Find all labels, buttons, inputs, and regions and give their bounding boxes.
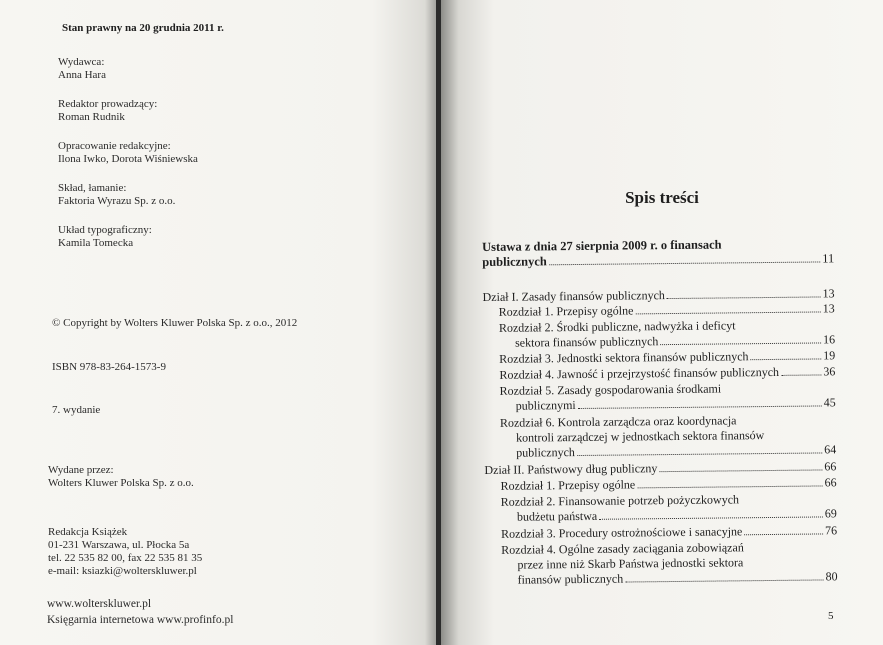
toc-page-number: 13 [822, 301, 835, 316]
page-number: 5 [828, 610, 834, 622]
copyright-notice: © Copyright by Wolters Kluwer Polska Sp. z o.o., 2012 [52, 317, 298, 329]
credit-value: Roman Rudnik [58, 111, 125, 123]
toc-entry-division-1: Dział I. Zasady finansów publicznych 13 [482, 286, 835, 304]
toc-entry-chapter: Rozdział 3. Procedury ostrożnościowe i sanacyjne 76 [501, 523, 838, 541]
toc-entry-chapter: Rozdział 4. Jawność i przejrzystość finansów publicznych 36 [499, 364, 836, 382]
toc-page-number: 76 [824, 523, 838, 538]
legal-status-line: Stan prawny na 20 grudnia 2011 r. [62, 22, 224, 34]
toc-entry-chapter: Rozdział 2. Środki publiczne, nadwyżka i deficyt sektora finansów publicznych 16 [498, 318, 836, 350]
credit-value: Anna Hara [58, 69, 106, 81]
address-block [48, 526, 202, 578]
credit-label: Redaktor prowadzący: [58, 98, 158, 110]
toc-page-number: 19 [823, 348, 836, 363]
toc-entry-chapter: Rozdział 1. Przepisy ogólne 13 [498, 301, 835, 319]
credit-label: Skład, łamanie: [58, 182, 127, 194]
credit-value: Kamila Tomecka [58, 237, 134, 249]
toc-page-number: 36 [823, 364, 836, 379]
online-bookstore-link: Księgarnia internetowa www.profinfo.pl [47, 614, 234, 626]
website-link: www.wolterskluwer.pl [47, 598, 152, 610]
toc-title: Spis treści [625, 188, 699, 207]
address-email: e-mail: ksiazki@wolterskluwer.pl [48, 565, 197, 577]
toc-page-number: 11 [822, 251, 835, 266]
toc-page-number: 16 [822, 332, 836, 347]
web-links [47, 596, 233, 628]
toc-entry-chapter: Rozdział 5. Zasady gospodarowania środkami publicznymi 45 [499, 381, 836, 413]
credit-editorial [58, 140, 198, 166]
toc-page-number: 64 [824, 442, 837, 457]
credit-value: Ilona Iwko, Dorota Wiśniewska [58, 153, 198, 165]
toc-page-number: 66 [824, 459, 837, 474]
toc-page-number: 13 [822, 286, 835, 301]
credit-value: Faktoria Wyrazu Sp. z o.o. [58, 195, 176, 207]
credit-typesetting [58, 182, 175, 208]
toc-entry-act: Ustawa z dnia 27 sierpnia 2009 r. o finansach publicznych 11 [482, 237, 835, 269]
toc-entry-chapter: Rozdział 1. Przepisy ogólne 66 [500, 475, 837, 493]
address-line: Redakcja Książek [48, 526, 128, 538]
toc-page-number: 69 [824, 506, 837, 521]
published-by-value: Wolters Kluwer Polska Sp. z o.o. [48, 477, 194, 489]
credit-publisher [58, 56, 106, 82]
credit-typography [58, 224, 152, 250]
published-by [48, 464, 194, 490]
toc-entry-chapter: Rozdział 2. Finansowanie potrzeb pożyczkowych budżetu państwa 69 [500, 492, 837, 524]
isbn: ISBN 978-83-264-1573-9 [52, 361, 166, 373]
credit-label: Wydawca: [58, 56, 105, 68]
toc-entry-chapter: Rozdział 3. Jednostki sektora finansów publicznych 19 [499, 348, 836, 366]
toc-entry-chapter: Rozdział 6. Kontrola zarządcza oraz koordynacja kontroli zarządczej w jednostkach sektora finansów publicznych 64 [499, 413, 837, 460]
published-by-label: Wydane przez: [48, 464, 114, 476]
toc-page-number: 45 [823, 395, 836, 410]
toc-entry-chapter: Rozdział 4. Ogólne zasady zaciągania zobowiązań przez inne niż Skarb Państwa jednostki sektora finansów publicznych 80 [501, 540, 838, 587]
toc-page-number: 66 [824, 475, 837, 490]
left-page [0, 0, 438, 645]
toc-page-number: 80 [825, 569, 838, 584]
credit-label: Opracowanie redakcyjne: [58, 140, 171, 152]
credit-managing-editor [58, 98, 157, 124]
address-line: tel. 22 535 82 00, fax 22 535 81 35 [48, 552, 203, 564]
address-line: 01-231 Warszawa, ul. Płocka 5a [48, 539, 190, 551]
toc-entry-division-2: Dział II. Państwowy dług publiczny 66 [484, 459, 837, 477]
edition: 7. wydanie [52, 404, 101, 416]
credit-label: Układ typograficzny: [58, 224, 152, 236]
